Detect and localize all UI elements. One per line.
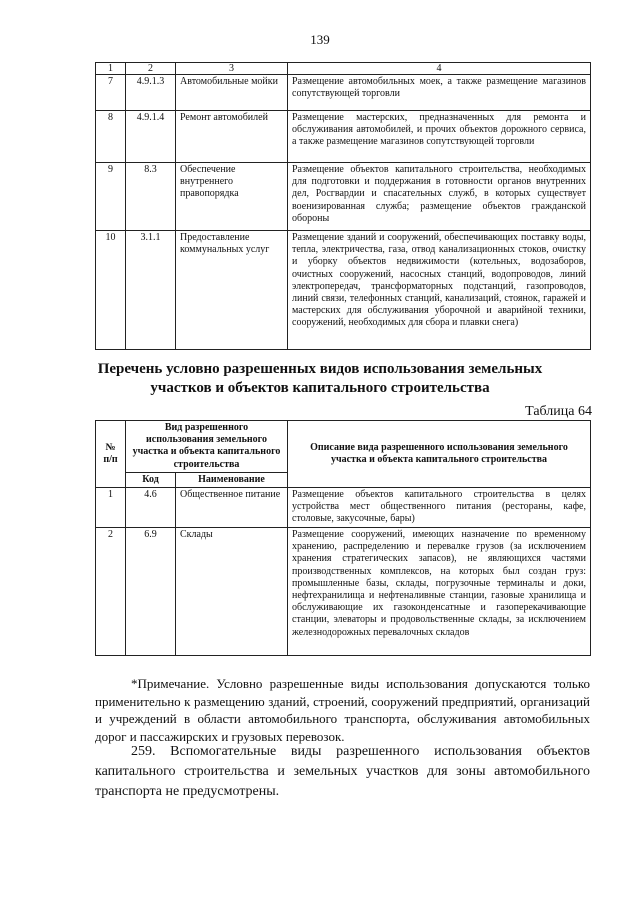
table-row — [96, 528, 591, 656]
table-label: Таблица 64 — [525, 404, 592, 419]
zone-table-continued — [95, 62, 591, 350]
header-code: Код — [126, 472, 176, 487]
table-header-row — [96, 421, 591, 473]
row-number: 8 — [96, 111, 126, 163]
row-description: Размещение объектов капитального строительства в целях устройства мест общественного питания (рестораны, кафе, столовые, закусочные, бары) — [288, 488, 591, 528]
row-name: Склады — [176, 528, 288, 656]
page-number: 139 — [310, 32, 330, 47]
row-code: 6.9 — [126, 528, 176, 656]
row-number: 2 — [96, 528, 126, 656]
header-num: № п/п — [96, 421, 126, 488]
table-row — [96, 75, 591, 111]
conditional-uses-table — [95, 420, 591, 656]
footnote: *Примечание. Условно разрешенные виды использования допускаются только применительно к размещению зданий, строений, сооружений предприятий, организаций и учреждений в области автомобильного транспорта, обслуживания автомобильных дорог и пассажирских и грузовых перевозок. — [95, 676, 590, 744]
table-row — [96, 231, 591, 350]
table-header-row — [96, 63, 591, 75]
row-code: 3.1.1 — [126, 231, 176, 350]
row-name: Ремонт автомобилей — [176, 111, 288, 163]
row-number: 7 — [96, 75, 126, 111]
row-name: Автомобильные мойки — [176, 75, 288, 111]
row-number: 1 — [96, 488, 126, 528]
table-row — [96, 163, 591, 231]
header-col-1: 1 — [96, 63, 126, 75]
row-code: 4.6 — [126, 488, 176, 528]
row-code: 8.3 — [126, 163, 176, 231]
row-description: Размещение автомобильных моек, а также размещение магазинов сопутствующей торговли — [288, 75, 591, 111]
row-description: Размещение объектов капитального строительства, необходимых для подготовки и поддержания в готовности органов внутренних дел, Росгвардии и спасательных служб, в которых существует военизированная служба; размещение объектов гражданской обороны — [288, 163, 591, 231]
header-col-3: 3 — [176, 63, 288, 75]
section-heading: Перечень условно разрешенных видов использования земельных участков и объектов капитального строительства — [97, 361, 543, 396]
header-name: Наименование — [176, 472, 288, 487]
row-name: Предоставление коммунальных услуг — [176, 231, 288, 350]
header-col-2: 2 — [126, 63, 176, 75]
table-row — [96, 488, 591, 528]
table-row — [96, 111, 591, 163]
header-description: Описание вида разрешенного использования земельного участка и объекта капитального строительства — [288, 421, 591, 488]
row-code: 4.9.1.3 — [126, 75, 176, 111]
row-code: 4.9.1.4 — [126, 111, 176, 163]
row-number: 10 — [96, 231, 126, 350]
header-use-type: Вид разрешенного использования земельного участка и объекта капитального строительства — [126, 421, 288, 473]
paragraph-259: 259. Вспомогательные виды разрешенного использования объектов капитального строительства и земельных участков для зоны автомобильного транспорта не предусмотрены. — [95, 744, 590, 799]
row-number: 9 — [96, 163, 126, 231]
row-description: Размещение мастерских, предназначенных для ремонта и обслуживания автомобилей, и прочих объектов дорожного сервиса, а также размещение магазинов сопутствующей торговли — [288, 111, 591, 163]
row-description: Размещение сооружений, имеющих назначение по временному хранению, распределению и перевалке грузов (за исключением хранения стратегических запасов), не являющихся частями производственных комплексов, на которых был создан груз: промышленные базы, склады, погрузочные терминалы и доки, нефтехранилища и нефтеналивные станции, газовые хранилища и обслуживающие их газоконденсатные и газоперекачивающие станции, элеваторы и продовольственные склады, за исключением железнодорожных перевалочных складов — [288, 528, 591, 656]
row-name: Общественное питание — [176, 488, 288, 528]
row-name: Обеспечение внутреннего правопорядка — [176, 163, 288, 231]
row-description: Размещение зданий и сооружений, обеспечивающих поставку воды, тепла, электричества, газа, отвод канализационных стоков, очистку и уборку объектов недвижимости (котельных, водозаборов, очистных сооружений, насосных станций, водопроводов, линий электропередач, трансформаторных подстанций, газопроводов, линий связи, телефонных станций, канализаций, стоянок, гаражей и мастерских для обслуживания уборочной и аварийной техники, сооружений, необходимых для сбора и плавки снега) — [288, 231, 591, 350]
header-col-4: 4 — [288, 63, 591, 75]
